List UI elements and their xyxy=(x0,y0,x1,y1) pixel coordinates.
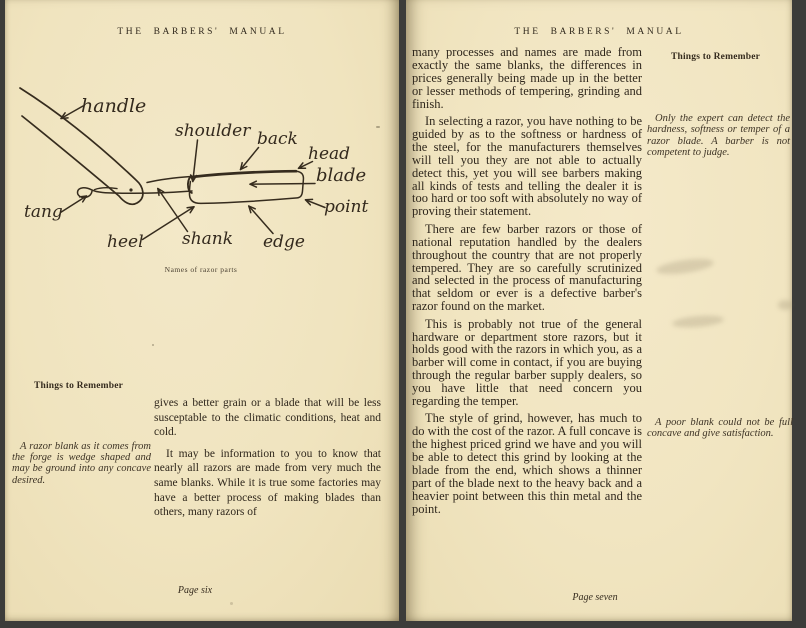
diagram-label-tang: tang xyxy=(24,202,63,222)
scan-smudge xyxy=(672,314,725,329)
diagram-label-heel: heel xyxy=(107,232,144,252)
body-paragraph: There are few barber razors or those of national reputation handled by the dealers throughout the country that are not properly tempered. They are so carefully scrutinized and selected in the process of manufacturing that seldom or ever is a defective barber's razor found on the market. xyxy=(412,221,642,314)
margin-heading-right: Things to Remember xyxy=(670,52,761,62)
paper-speck xyxy=(376,126,380,128)
body-paragraph: The style of grind, however, has much to do with the cost of the razor. A full concave is the highest priced grind we have and you will be able to detect this grind by looking at the blade from the end, which shows a thinner part of the blade next to the heavy back and a heavier point between this thin metal and the point. xyxy=(412,411,642,516)
diagram-labels xyxy=(24,95,369,252)
diagram-caption: Names of razor parts xyxy=(164,265,238,274)
page-right xyxy=(406,0,792,621)
body-paragraph: gives a better grain or a blade that will be less susceptable to the climatic conditions, heat and cold. xyxy=(154,397,381,439)
body-paragraph: It may be information to you to know that nearly all razors are made from very much the same blanks. While it is true some factories may have a better process of making blades than others, many razors of xyxy=(154,447,381,519)
paper-speck xyxy=(152,344,154,346)
razor-diagram xyxy=(5,60,399,285)
margin-heading-left: Things to Remember xyxy=(33,381,124,391)
diagram-label-shank: shank xyxy=(182,229,234,249)
left-text-column xyxy=(154,396,381,520)
scan-smudge xyxy=(655,256,714,277)
margin-note-left: A razor blank as it comes from the forge is wedge shaped and may be ground into any concave desired. xyxy=(12,441,151,486)
diagram-label-handle: handle xyxy=(81,95,147,117)
pivot-pin xyxy=(129,188,132,191)
paper-speck xyxy=(230,602,233,605)
diagram-label-back: back xyxy=(257,129,298,149)
body-paragraph: In selecting a razor, you have nothing to be guided by as to the softness or hardness of the steel, for the manufacturers themselves will tell you they are not able to actually detect this, yet you will see barbers making all kinds of tests and telling the dealer it is too hard or too soft with absolutely no way of proving their statement. xyxy=(412,114,642,219)
diagram-label-shoulder: shoulder xyxy=(175,121,251,141)
right-text-column xyxy=(412,46,642,516)
page-header-right: THE BARBERS' MANUAL xyxy=(514,27,684,37)
page-number-right: Page seven xyxy=(572,592,618,603)
margin-note-expert: Only the expert can detect the hardness, softness or temper of a razor blade. A barber is not competent to judge. xyxy=(647,113,790,159)
page-number-left: Page six xyxy=(177,585,213,596)
margin-note-blank: A poor blank could not be full concave and give satisfaction. xyxy=(647,417,793,440)
body-paragraph: This is probably not true of the general hardware or department store razors, but it holds good with the razors in which you, as a barber will come in contact, if you are buying through the regular barber supply dealers, so you have little that need concern you regarding the temper. xyxy=(412,316,642,409)
diagram-label-edge: edge xyxy=(263,232,305,252)
page-header-left: THE BARBERS' MANUAL xyxy=(117,27,287,37)
diagram-label-blade: blade xyxy=(316,165,367,186)
page-left xyxy=(5,0,399,621)
body-paragraph: many processes and names are made from exactly the same blanks, the differences in prices generally being made up in the better or lesser methods of tempering, grinding and finish. xyxy=(412,45,642,111)
diagram-label-head: head xyxy=(308,144,351,164)
diagram-label-point: point xyxy=(324,197,369,217)
scan-smudge xyxy=(778,300,792,310)
